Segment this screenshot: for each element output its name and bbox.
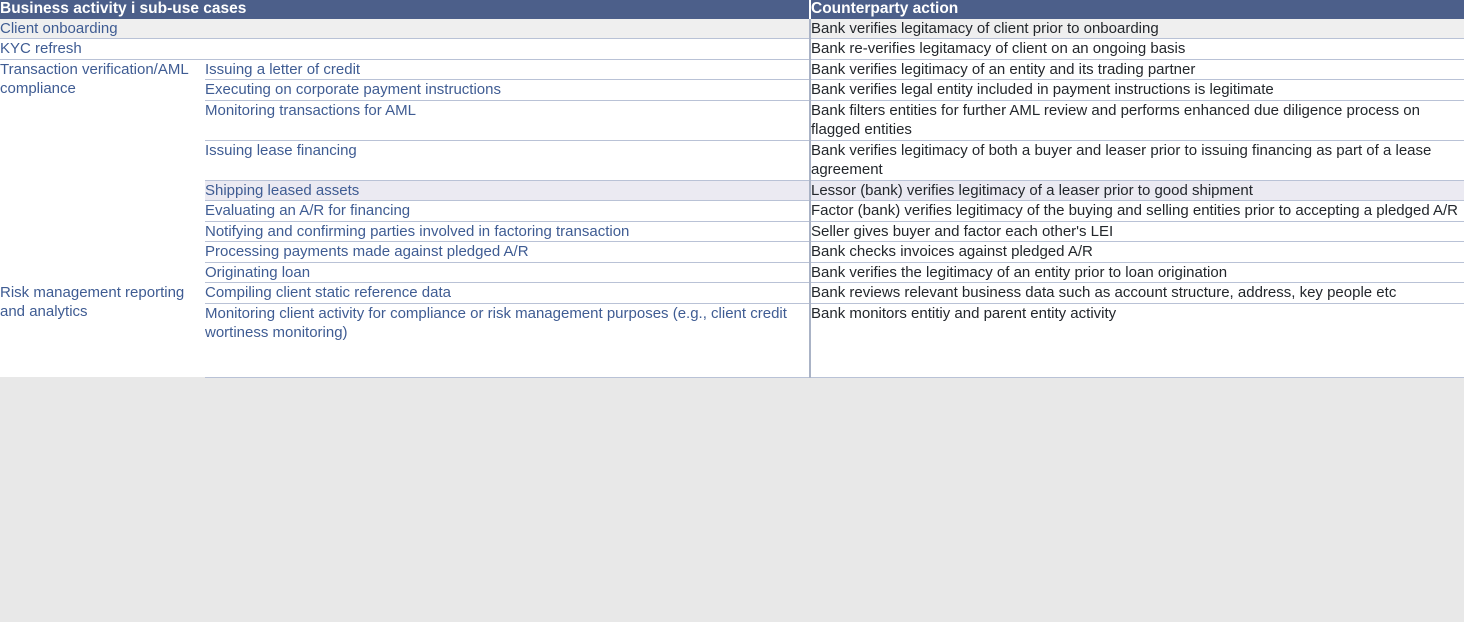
cell-sub-use-case: Issuing lease financing [205,140,810,180]
cell-sub-use-case: Shipping leased assets [205,180,810,201]
cell-business-activity-group: Risk management reporting and analytics [0,283,205,378]
table-row [0,242,1464,263]
cell-business-activity: KYC refresh [0,39,810,60]
cell-business-activity: Client onboarding [0,19,810,39]
cell-sub-use-case: Compiling client static reference data [205,283,810,304]
table-row [0,39,1464,60]
table-row [0,80,1464,101]
table-row [0,19,1464,39]
cell-counterparty-action: Seller gives buyer and factor each other's LEI [810,221,1464,242]
cell-sub-use-case: Issuing a letter of credit [205,59,810,80]
table-row [0,303,1464,377]
table-body [0,19,1464,378]
cell-counterparty-action: Bank verifies legitimacy of an entity and its trading partner [810,59,1464,80]
table-row [0,140,1464,180]
cell-counterparty-action: Bank checks invoices against pledged A/R [810,242,1464,263]
cell-counterparty-action: Bank verifies legitamacy of client prior to onboarding [810,19,1464,39]
cell-counterparty-action: Bank monitors entitiy and parent entity activity [810,303,1464,377]
table-row [0,201,1464,222]
cell-sub-use-case: Monitoring transactions for AML [205,100,810,140]
table-header-row [0,0,1464,19]
cell-counterparty-action: Bank re-verifies legitamacy of client on an ongoing basis [810,39,1464,60]
cell-counterparty-action: Factor (bank) verifies legitimacy of the buying and selling entities prior to accepting a pledged A/R [810,201,1464,222]
table-row [0,283,1464,304]
table-row [0,180,1464,201]
table-row [0,100,1464,140]
table-row [0,59,1464,80]
cell-counterparty-action: Bank filters entities for further AML review and performs enhanced due diligence process on flagged entities [810,100,1464,140]
cell-counterparty-action: Bank verifies legal entity included in payment instructions is legitimate [810,80,1464,101]
cell-counterparty-action: Bank reviews relevant business data such as account structure, address, key people etc [810,283,1464,304]
cell-counterparty-action: Bank verifies the legitimacy of an entity prior to loan origination [810,262,1464,283]
cell-counterparty-action: Bank verifies legitimacy of both a buyer and leaser prior to issuing financing as part of a lease agreement [810,140,1464,180]
header-counterparty-action: Counterparty action [810,0,1464,19]
table-row [0,262,1464,283]
cell-sub-use-case: Processing payments made against pledged A/R [205,242,810,263]
cell-sub-use-case: Executing on corporate payment instructions [205,80,810,101]
table-header [0,0,1464,19]
cell-sub-use-case: Originating loan [205,262,810,283]
cell-sub-use-case: Evaluating an A/R for financing [205,201,810,222]
cell-sub-use-case: Monitoring client activity for compliance or risk management purposes (e.g., client credit wortiness monitoring) [205,303,810,377]
cell-business-activity-group: Transaction verification/AML compliance [0,59,205,283]
cell-sub-use-case: Notifying and confirming parties involved in factoring transaction [205,221,810,242]
cell-counterparty-action: Lessor (bank) verifies legitimacy of a leaser prior to good shipment [810,180,1464,201]
header-business-activity: Business activity i sub-use cases [0,0,810,19]
table-row [0,221,1464,242]
